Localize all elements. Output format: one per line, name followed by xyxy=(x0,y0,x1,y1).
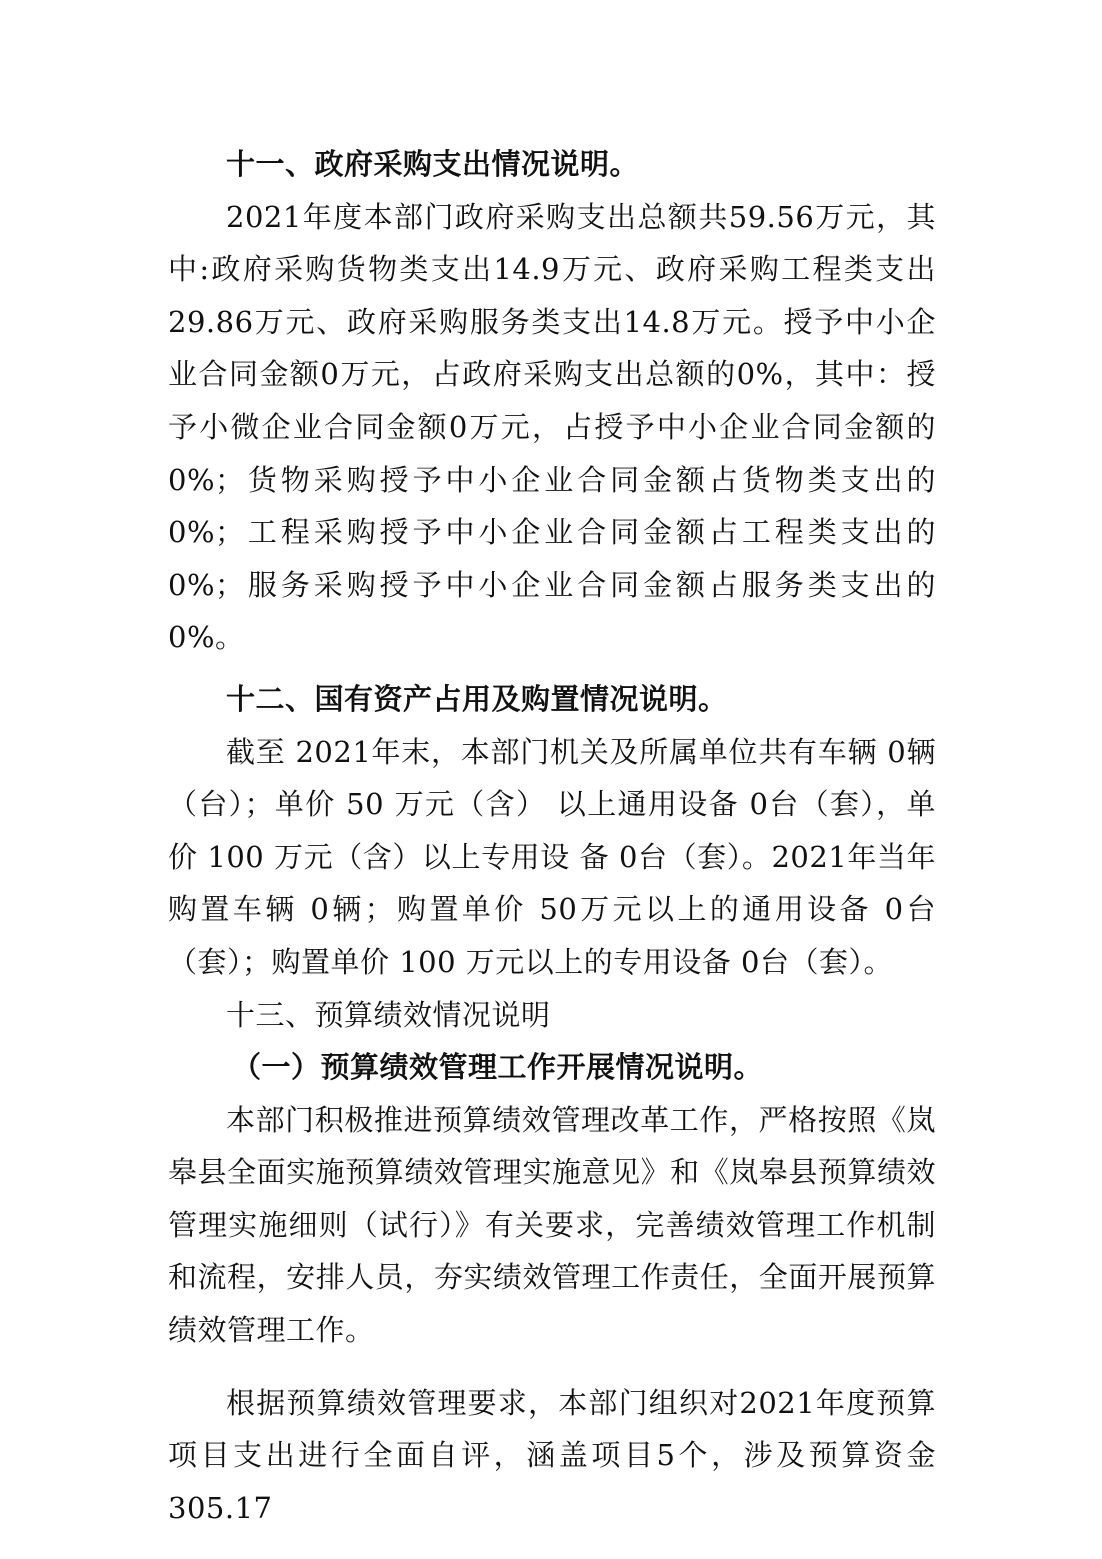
paragraph-procurement: 2021年度本部门政府采购支出总额共59.56万元，其中:政府采购货物类支出14.9万元、政府采购工程类支出29.86万元、政府采购服务类支出14.8万元。授予中小企业合同金额0万元，占政府采购支出总额的0%，其中：授予小微企业合同金额0万元，占授予中小企业合同金额的0%；货物采购授予中小企业合同金额占货物类支出的0%；工程采购授予中小企业合同金额占工程类支出的0%；服务采购授予中小企业合同金额占服务类支出的0%。 xyxy=(168,199,936,655)
paragraph-performance-management: 本部门积极推进预算绩效管理改革工作，严格按照《岚皋县全面实施预算绩效管理实施意见》和《岚皋县预算绩效管理实施细则（试行）》有关要求，完善绩效管理工作机制和流程，安排人员，夯实绩效管理工作责任，全面开展预算绩效管理工作。 xyxy=(168,1102,936,1348)
section-heading-performance: 十三、预算绩效情况说明 xyxy=(226,997,551,1032)
paragraph-self-evaluation: 根据预算绩效管理要求，本部门组织对2021年度预算项目支出进行全面自评，涵盖项目5个，涉及预算资金305.17 xyxy=(168,1385,936,1525)
subsection-heading-performance-management: （一）预算绩效管理工作开展情况说明。 xyxy=(232,1050,764,1085)
paragraph-state-assets: 截至 2021年末，本部门机关及所属单位共有车辆 0辆（台）；单价 50 万元（含） 以上通用设备 0台（套），单价 100 万元（含）以上专用设 备 0台（套）。2021年当年购置车辆 0辆；购置单价 50万元以上的通用设备 0台（套）；购置单价 100 万元以上的专用设备 0台（套）。 xyxy=(168,734,936,979)
document-body xyxy=(168,138,936,1534)
section-heading-procurement: 十一、政府采购支出情况说明。 xyxy=(226,147,640,181)
section-heading-state-assets: 十二、国有资产占用及购置情况说明。 xyxy=(226,681,728,716)
